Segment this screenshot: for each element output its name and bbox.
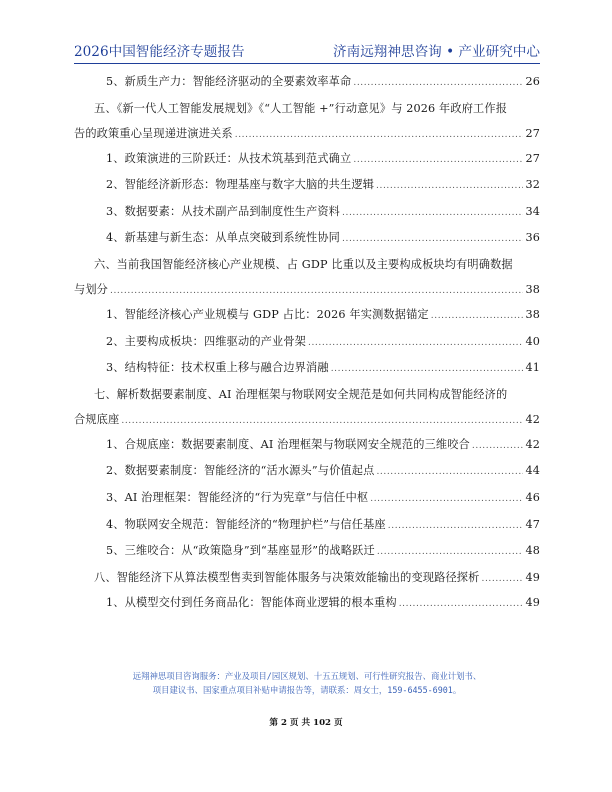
toc-subentry[interactable] — [74, 355, 540, 382]
toc-entry-title: 合规底座 — [74, 412, 120, 426]
dot-leader — [377, 539, 524, 565]
toc-entry-title: 告的政策重心呈现递进演进关系 — [74, 126, 233, 140]
toc-page-number: 42 — [525, 437, 540, 451]
toc-entry-title: 3、AI 治理框架：智能经济的“行为宪章”与信任中枢 — [106, 490, 369, 504]
toc-subentry[interactable] — [74, 329, 540, 356]
toc-entry-title: 1、政策演进的三阶跃迁：从技术筑基到范式确立 — [106, 151, 352, 165]
toc-entry-title: 2、主要构成板块：四维驱动的产业骨架 — [106, 334, 307, 348]
publisher-name: 济南远翔神思咨询 • 产业研究中心 — [333, 44, 540, 60]
running-header — [74, 40, 540, 60]
dot-leader — [388, 513, 524, 539]
toc-entry-title: 2、智能经济新形态：物理基座与数字大脑的共生逻辑 — [106, 178, 375, 192]
toc-page-number: 42 — [525, 412, 540, 426]
toc-entry-title: 七、解析数据要素制度、AI 治理框架与物联网安全规范是如何共同构成智能经济的 — [94, 387, 508, 401]
toc-subentry[interactable] — [74, 146, 540, 173]
toc-section-entry[interactable] — [74, 382, 540, 407]
toc-entry-title: 与划分 — [74, 282, 109, 296]
header-rule — [74, 63, 540, 64]
toc-page-number: 38 — [525, 307, 540, 321]
toc-page-number: 27 — [525, 151, 540, 165]
toc-entry-continuation[interactable] — [74, 277, 540, 302]
toc-subentry[interactable] — [74, 172, 540, 199]
toc-subentry[interactable] — [74, 458, 540, 485]
toc-section-entry[interactable] — [74, 565, 540, 590]
toc-entry-title: 3、结构特征：技术权重上移与融合边界消融 — [106, 361, 329, 375]
contact-note — [74, 669, 540, 697]
toc-subentry[interactable] — [74, 485, 540, 512]
toc-entry-title: 八、智能经济下从算法模型售卖到智能体服务与决策效能输出的变现路径探析 — [94, 570, 480, 584]
toc-entry-title: 5、三维咬合：从“政策隐身”到“基座显形”的战略跃迁 — [106, 544, 375, 558]
toc-page-number: 48 — [525, 544, 540, 558]
toc-subentry[interactable] — [74, 69, 540, 96]
toc-page-number: 36 — [525, 231, 540, 245]
toc-page-number: 46 — [525, 490, 540, 504]
dot-leader — [376, 459, 523, 485]
toc-entry-title: 六、当前我国智能经济核心产业规模、占 GDP 比重以及主要构成板块均有明确数据 — [94, 257, 513, 271]
toc-entry-title: 1、智能经济核心产业规模与 GDP 占比：2026 年实测数据锚定 — [106, 307, 429, 321]
toc-subentry[interactable] — [74, 225, 540, 252]
toc-subentry[interactable] — [74, 538, 540, 565]
toc-section-entry[interactable] — [74, 252, 540, 277]
toc-entry-title: 1、从模型交付到任务商品化：智能体商业逻辑的根本重构 — [106, 595, 397, 609]
dot-leader — [353, 147, 523, 173]
toc-section-entry[interactable] — [74, 96, 540, 121]
toc-entry-continuation[interactable] — [74, 407, 540, 432]
toc-entry-title: 2、数据要素制度：智能经济的“活水源头”与价值起点 — [106, 464, 375, 478]
report-title: 2026中国智能经济专题报告 — [74, 44, 245, 60]
toc-entry-title: 3、数据要素：从技术副产品到制度性生产资料 — [106, 204, 341, 218]
toc-page-number: 49 — [525, 595, 540, 609]
toc-subentry[interactable] — [74, 302, 540, 329]
toc-subentry[interactable] — [74, 512, 540, 539]
dot-leader — [235, 123, 524, 146]
toc-page-number: 47 — [525, 517, 540, 531]
dot-leader — [472, 433, 524, 459]
dot-leader — [370, 486, 523, 512]
toc-page-number: 32 — [525, 178, 540, 192]
dot-leader — [121, 409, 523, 432]
table-of-contents — [74, 69, 540, 616]
dot-leader — [308, 330, 523, 356]
dot-leader — [331, 356, 524, 382]
toc-entry-title: 5、新质生产力：智能经济驱动的全要素效率革命 — [106, 75, 352, 88]
toc-entry-title: 4、物联网安全规范：智能经济的“物理护栏”与信任基座 — [106, 517, 386, 531]
toc-page-number: 27 — [525, 126, 540, 140]
dot-leader — [481, 567, 523, 590]
toc-page-number: 41 — [525, 361, 540, 375]
toc-page-number: 34 — [525, 204, 540, 218]
contact-note-line-1: 远翔神思项目咨询服务：产业及项目/园区规划、十五五规划、可行性研究报告、商业计划书、 — [132, 671, 482, 681]
toc-subentry[interactable] — [74, 590, 540, 617]
toc-page-number: 49 — [525, 570, 540, 584]
dot-leader — [431, 303, 524, 329]
toc-page-number: 40 — [525, 334, 540, 348]
toc-subentry[interactable] — [74, 199, 540, 226]
dot-leader — [110, 279, 523, 302]
dot-leader — [399, 591, 524, 617]
toc-subentry[interactable] — [74, 432, 540, 459]
toc-entry-continuation[interactable] — [74, 121, 540, 146]
contact-note-line-2: 项目建议书、国家重点项目补贴申请报告等，请联系：周女士，159-6455-6901。 — [152, 685, 462, 695]
dot-leader — [342, 226, 523, 252]
toc-entry-title: 五、《新一代人工智能发展规划》《“人工智能 +”行动意见》与 2026 年政府工作报 — [94, 101, 508, 115]
toc-page-number: 26 — [525, 75, 540, 88]
dot-leader — [342, 200, 523, 226]
toc-entry-title: 4、新基建与新生态：从单点突破到系统性协同 — [106, 231, 341, 245]
page-number: 第 2 页 共 102 页 — [269, 718, 343, 728]
toc-entry-title: 1、合规底座：数据要素制度、AI 治理框架与物联网安全规范的三维咬合 — [106, 437, 470, 451]
dot-leader — [376, 173, 523, 199]
toc-page-number: 44 — [525, 464, 540, 478]
dot-leader — [353, 70, 523, 96]
toc-page-number: 38 — [525, 282, 540, 296]
